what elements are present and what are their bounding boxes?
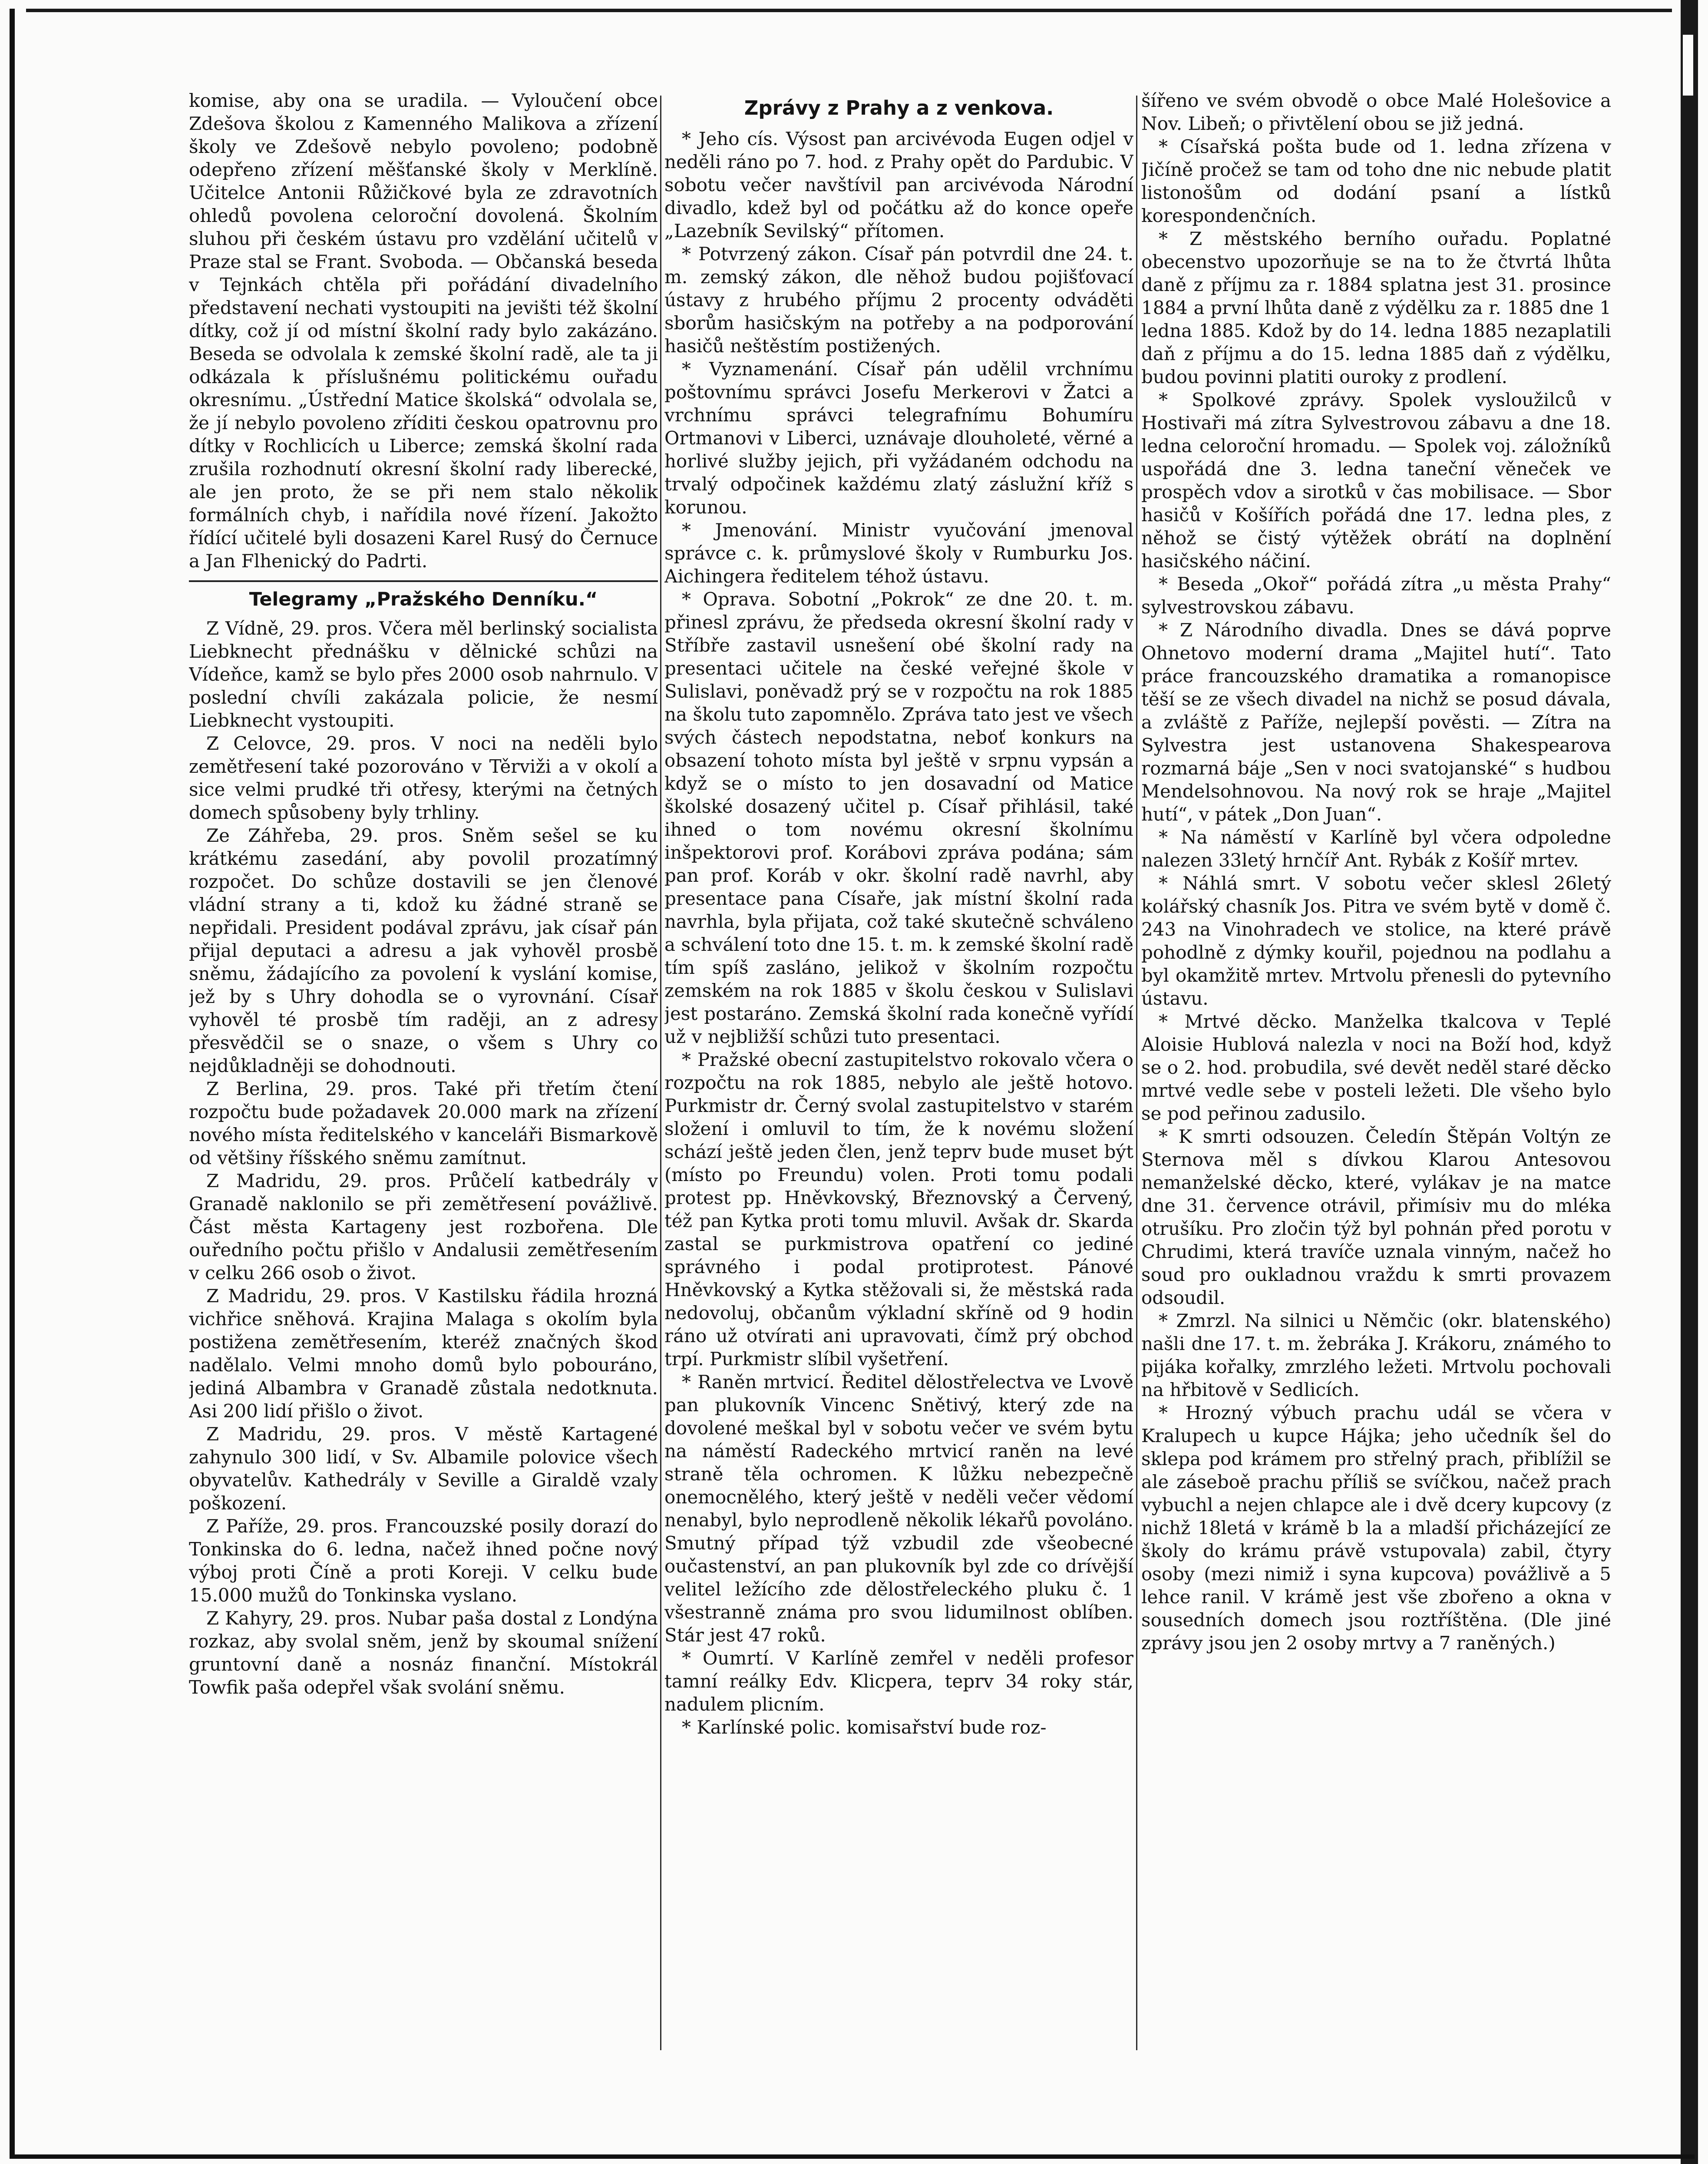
- news-item: * K smrti odsouzen. Čeledín Štěpán Voltýn ze Sternova měl s dívkou Klarou Antesovou nemanželské děcko, které, vylákav je na matce dne 31. července otrávil, přimísiv mu do mléka otrušíku. Pro zločin týž byl pohnán před porotu v Chrudimi, která travíče uznala vinným, načež ho soud pro oukladnou vraždu k smrti provazem odsoudil.: [1141, 1126, 1611, 1308]
- news-item: * Potvrzený zákon. Císař pán potvrdil dne 24. t. m. zemský zákon, dle něhož budou pojišťovací ústavy z hrubého příjmu 2 procenty odváděti sborům hasičským na potřeby a na podporování hasičů neštěstím postižených.: [664, 243, 1133, 357]
- scan-border-top: [26, 9, 1672, 12]
- news-item: * Pražské obecní zastupitelstvo rokovalo včera o rozpočtu na rok 1885, nebylo ale ještě hotovo. Purkmistr dr. Černý svolal zastupitelstvo v starém složení i omluvil to tím, že k novému složení schází ještě jeden člen, jenž teprv bude muset být (místo po Freundu) volen. Proti tomu podali protest pp. Hněvkovský, Březnovský a Červený, též pan Kytka proti tomu mluvil. Avšak dr. Skarda zastal se purkmistrova opatření co jediné správného i podal protiprotest. Pánové Hněvkovský a Kytka stěžovali si, že městská rada nedovoluj, občanům výkladní skříně od 9 hodin ráno už otvírati ani upravovati, čímž prý obchod trpí. Purkmistr slíbil vyšetření.: [664, 1049, 1133, 1370]
- section-divider: [189, 580, 658, 582]
- telegram-item: Z Madridu, 29. pros. V Kastilsku řádila hrozná vichřice sněhová. Krajina Malaga s okolím byla postižena zemětřesením, kteréž značných škod nadělalo. Velmi mnoho domů bylo pobouráno, jediná Albambra v Granadě zůstala nedotknuta. Asi 200 lidí přišlo o život.: [189, 1285, 658, 1422]
- left-column: [189, 89, 658, 2070]
- news-item: * Jeho cís. Výsost pan arcivévoda Eugen odjel v neděli ráno po 7. hod. z Prahy opět do Pardubic. V sobotu večer navštívil pan arcivévoda Národní divadlo, kdež byl od počátku až do konce opeře „Lazebník Sevilský“ přítomen.: [664, 128, 1133, 242]
- scan-border-notch: [1683, 35, 1693, 96]
- news-item: * Na náměstí v Karlíně byl včera odpoledne nalezen 33letý hrnčíř Ant. Rybák z Košíř mrtev.: [1141, 827, 1611, 871]
- middle-column: [664, 89, 1133, 2070]
- news-item: * Císařská pošta bude od 1. ledna zřízena v Jičíně pročež se tam od toho dne nic nebude platit listonošům od dodání psaní a lístků korespondenčních.: [1141, 136, 1611, 226]
- telegram-item: Z Celovce, 29. pros. V noci na neděli bylo zemětřesení také pozorováno v Těrviži a v okolí a sice velmi prudké tři otřesy, kterými na četných domech spůsobeny byly trhliny.: [189, 733, 658, 823]
- news-item: šířeno ve svém obvodě o obce Malé Holešovice a Nov. Libeň; o přivtělení obou se již jedná.: [1141, 90, 1611, 134]
- news-item: * Vyznamenání. Císař pán udělil vrchnímu poštovnímu správci Josefu Merkerovi v Žatci a vrchnímu správci telegrafnímu Bohumíru Ortmanovi v Liberci, uznávaje dlouholeté, věrné a horlivé služby jejich, při vyžádaném odchodu na trvalý odpočinek každému zlatý záslužní kříž s korunou.: [664, 358, 1133, 518]
- telegram-item: Ze Záhřeba, 29. pros. Sněm sešel se ku krátkému zasedání, aby povolil prozatímný rozpočet. Do schůze dostavili se jen členové vládní strany a ti, kdož ku žádné straně se nepřidali. President podával zprávu, jak císař pán přijal deputaci a adresu a jak vyhověl prosbě sněmu, žádajícího za povolení k vyslání komise, jež by s Uhry dohodla se o vyrovnání. Císař vyhověl té prosbě tím raději, an z adresy přesvědčil se o snaze, o všem s Uhry co nejdůkladněji se dohodnouti.: [189, 825, 658, 1076]
- scan-border-bottom: [10, 2154, 1695, 2159]
- telegram-section-heading: Telegramy „Pražského Denníku.“: [249, 589, 598, 610]
- news-item: * Hrozný výbuch prachu udál se včera v Kralupech u kupce Hájka; jeho učedník šel do sklepa pod krámem pro střelný prach, přiblížil se ale záseboě prachu příliš se svíčkou, načež prach vybuchl a nejen chlapce ale i dvě dcery kupcovy (z nichž 18letá v krámě b la a mladší přicházející ze školy do krámu právě vstupovala) zabil, čtyry osoby (mezi nimiž i syna kupcova) povážlivě a 5 lehce ranil. V krámě jest vše zbořeno a okna v sousedních domech jsou roztříštěna. (Dle jiné zprávy jsou jen 2 osoby mrtvy a 7 raněných.): [1141, 1402, 1611, 1654]
- news-item: * Mrtvé děcko. Manželka tkalcova v Teplé Aloisie Hublová nalezla v noci na Boží hod, když se o 2. hod. probudila, své devět neděl staré děcko mrtvé vedle sebe v posteli ležeti. Dle všeho bylo se pod peřinou zadusilo.: [1141, 1011, 1611, 1124]
- column-rule: [1136, 96, 1137, 2050]
- news-item: * Karlínské polic. komisařství bude roz-: [682, 1717, 1047, 1738]
- scan-border-left: [10, 9, 15, 2154]
- telegram-item: Z Kahyry, 29. pros. Nubar paša dostal z Londýna rozkaz, aby svolal sněm, jenž by skoumal snížení gruntovní daně a nosnáz finanční. Místokrál Towfik paša odepřel však svolání sněmu.: [189, 1608, 658, 1698]
- local-news-heading: Zprávy z Prahy a z venkova.: [744, 96, 1054, 119]
- news-item: * Zmrzl. Na silnici u Němčic (okr. blatenského) našli dne 17. t. m. žebráka J. Krákoru, známého to pijáka kořalky, zmrzlého ležeti. Mrtvolu pochovali na hřbitově v Sedlicích.: [1141, 1310, 1611, 1400]
- scan-border-right: [1681, 0, 1698, 2164]
- news-item: * Jmenování. Ministr vyučování jmenoval správce c. k. průmyslové školy v Rumburku Jos. Aichingera ředitelem téhož ústavu.: [664, 519, 1133, 587]
- news-item: * Beseda „Okoř“ pořádá zítra „u města Prahy“ sylvestrovskou zábavu.: [1141, 573, 1611, 618]
- telegram-item: Z Paříže, 29. pros. Francouzské posily dorazí do Tonkinska do 6. ledna, načež ihned počne nový výboj proti Číně a proti Koreji. V celku bude 15.000 mužů do Tonkinska vyslano.: [189, 1515, 658, 1606]
- telegram-item: Z Vídně, 29. pros. Včera měl berlinský socialista Liebknecht přednášku v dělnické schůzi na Vídeňce, kamž se bylo přes 2000 osob nahrnulo. V poslední chvíli zakázala policie, že nesmí Liebknecht vystoupiti.: [189, 618, 658, 731]
- column-rule: [660, 96, 661, 2050]
- news-item: * Oumrtí. V Karlíně zemřel v neděli profesor tamní reálky Edv. Klicpera, teprv 34 roky stár, nadulem plicním.: [664, 1648, 1133, 1715]
- telegram-item: Z Madridu, 29. pros. V městě Kartagené zahynulo 300 lidí, v Sv. Albamile polovice všech obyvatelův. Kathedrály v Seville a Giraldě vzaly poškození.: [189, 1423, 658, 1514]
- telegram-item: Z Berlina, 29. pros. Také při třetím čtení rozpočtu bude požadavek 20.000 mark na zřízení nového místa ředitelského v kanceláři Bismarkově od většiny říšského sněmu zamítnut.: [189, 1078, 658, 1168]
- news-item: * Z městského berního ouřadu. Poplatné obecenstvo upozorňuje se na to že čtvrtá lhůta daně z příjmu za r. 1884 splatna jest 31. prosince 1884 a první lhůta daně z výdělku za r. 1885 dne 1 ledna 1885. Kdož by do 14. ledna 1885 nezaplatili daň z příjmu a do 15. ledna 1885 daň z výdělku, budou povinni platiti ouroky z prodlení.: [1141, 228, 1611, 387]
- telegram-item: Z Madridu, 29. pros. Průčelí katbedrály v Granadě naklonilo se při zemětřesení povážlivě. Část města Kartageny jest rozbořena. Dle ouředního počtu přišlo v Andalusii zemětřesením v celku 266 osob o život.: [189, 1170, 658, 1284]
- right-column: [1141, 89, 1611, 2070]
- news-item: * Raněn mrtvicí. Ředitel dělostřelectva ve Lvově pan plukovník Vincenc Snětivý, který zde na dovolené meškal byl v sobotu večer ve svém bytu na náměstí Radeckého mrtvicí raněn na levé straně těla ochromen. K lůžku nebezpečně onemocnělého, který ještě v neděli večer vědomí nenabyl, bylo neprodleně několik lékařů povoláno. Smutný případ týž vzbudil zde všeobecné oučastenství, an pan plukovník byl zde co drívější velitel ležícího zde dělostřeleckého pluku č. 1 všestranně známa pro svou lidumilnost oblíben. Stár jest 47 roků.: [664, 1371, 1133, 1646]
- news-item: * Z Národního divadla. Dnes se dává poprve Ohnetovo moderní drama „Majitel hutí“. Tato práce francouzského dramatika a romanopisce těší se ze všech divadel na nichž se posud dávala, a zvláště z Paříže, nejlepší pověsti. — Zítra na Sylvestra jest ustanovena Shakespearova rozmarná báje „Sen v noci svatojanské“ s hudbou Mendelsohnovou. Na nový rok se hraje „Majitel hutí“, v pátek „Don Juan“.: [1141, 619, 1611, 825]
- news-item: * Náhlá smrt. V sobotu večer sklesl 26letý kolářský chasník Jos. Pitra ve svém bytě v domě č. 243 na Vinohradech ve stolice, na které právě pohodlně z dýmky kouřil, pojednou na podlahu a byl okamžitě mrtev. Mrtvolu přenesli do pytevního ústavu.: [1141, 873, 1611, 1009]
- school-council-continuation: komise, aby ona se uradila. — Vyloučení obce Zdešova školou z Kamenného Malikova a zřízení školy ve Zdešově nebylo povoleno; podobně odepřeno zřízení měšťanské školy v Merklíně. Učitelce Antonii Růžičkové byla ze zdravotních ohledů povolena celoroční dovolená. Školním sluhou při českém ústavu pro vzdělání učitelů v Praze stal se Frant. Svoboda. — Občanská beseda v Tejnkách chtěla při pořádání divadelního představení nechati vystoupiti na jevišti též školní dítky, což jí od místní školní rady bylo zakázáno. Beseda se odvolala k zemské školní radě, ale ta ji odkázala k příslušnému politickému ouřadu okresnímu. „Ústřední Matice školská“ odvolala se, že jí nebylo povoleno zříditi českou opatrovnu pro dítky v Rochlicích u Liberce; zemská školní rada zrušila rozhodnutí okresní školní rady liberecké, ale jen proto, že se při nem stalo několik formálních chyb, i nařídila nové řízení. Jakožto řídící učitelé byli dosazeni Karel Rusý do Černuce a Jan Flhenický do Padrti.: [189, 90, 658, 572]
- news-item: * Spolkové zprávy. Spolek vysloužilců v Hostivaři má zítra Sylvestrovou zábavu a dne 18. ledna celoroční hromadu. — Spolek voj. záložníků uspořádá dne 3. ledna taneční věneček ve prospěch vdov a sirotků v čas mobilisace. — Sbor hasičů v Košířích pořádá dne 17. ledna ples, z něhož se čistý výtěžek obrátí na doplnění hasičského náčiní.: [1141, 389, 1611, 572]
- news-item: * Oprava. Sobotní „Pokrok“ ze dne 20. t. m. přinesl zprávu, že předseda okresní školní rady v Stříbře zastavil usnešení obé školní rady na presentaci učitele na české veřejné škole v Sulislavi, poněvadž prý se v rozpočtu na rok 1885 na školu tuto zapomnělo. Zpráva tato jest ve všech svých částech nepodstatna, neboť konkurs na obsazení tohoto místa byl ještě v srpnu vypsán a když se o místo to jen dosavadní od Matice školské dosazený učitel p. Císař přihlásil, také ihned o tom novému okresní školnímu inšpektorovi prof. Korábovi zpráva podána; sám pan prof. Koráb v okr. školní radě navrhl, aby presentace pana Císaře, jak místní školní rada navrhla, byla přijata, což také skutečně schváleno a schválení toto dne 15. t. m. k zemské školní radě tím spíš zasláno, jelikož v školním rozpočtu zemském na rok 1885 v školu českou v Sulislavi jest postaráno. Zemská školní rada konečně vyřídí už v nejbližší schůzi tuto presentaci.: [664, 589, 1133, 1047]
